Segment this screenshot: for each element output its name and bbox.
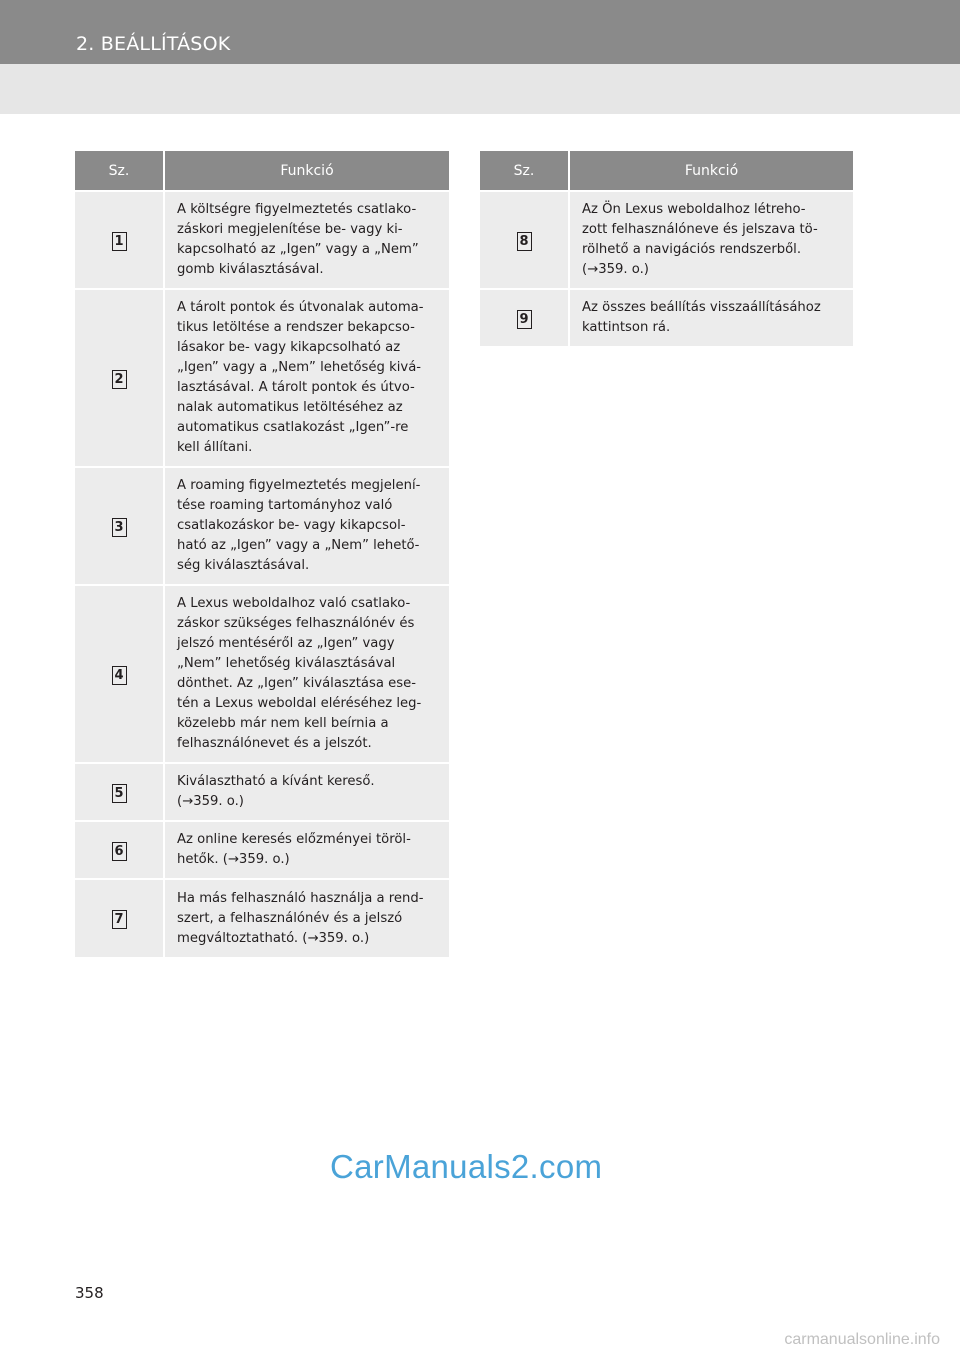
table-row xyxy=(480,289,853,346)
description-line: kapcsolható az „Igen” vagy a „Nem” xyxy=(177,242,419,257)
description-line: megváltoztatható. (→359. o.) xyxy=(177,930,370,946)
description-line: jelszó mentéséről az „Igen” vagy xyxy=(177,636,395,651)
description-line: felhasználónevet és a jelszót. xyxy=(177,736,372,751)
table-row xyxy=(75,821,449,879)
description-line: tikus letöltése a rendszer bekapcso- xyxy=(177,320,415,335)
row-number-badge: 9 xyxy=(517,310,532,329)
description-line: A roaming figyelmeztetés megjelení- xyxy=(177,478,421,493)
row-number-cell xyxy=(75,191,164,289)
function-table-right xyxy=(480,151,853,346)
description-line: ható az „Igen” vagy a „Nem” lehető- xyxy=(177,538,420,553)
description-line: dönthet. Az „Igen” kiválasztása ese- xyxy=(177,676,416,691)
row-number-badge: 2 xyxy=(112,370,127,389)
description-line: gomb kiválasztásával. xyxy=(177,262,324,277)
description-line: automatikus csatlakozást „Igen”-re xyxy=(177,420,409,435)
row-number-badge: 1 xyxy=(112,232,127,251)
row-description-cell xyxy=(569,191,853,289)
row-number-badge: 5 xyxy=(112,784,127,803)
description-line: lásakor be- vagy kikapcsolható az xyxy=(177,340,401,355)
footer-site-text: carmanualsonline.info xyxy=(784,1331,940,1348)
row-number-badge: 4 xyxy=(112,666,127,685)
row-description-cell xyxy=(164,763,449,821)
table-row xyxy=(75,763,449,821)
row-description-cell xyxy=(164,821,449,879)
row-number-cell xyxy=(75,585,164,763)
column-header-function: Funkció xyxy=(164,151,449,191)
description-line: Az Ön Lexus weboldalhoz létreho- xyxy=(582,202,806,217)
row-description-cell xyxy=(164,585,449,763)
description-line: A költségre figyelmeztetés csatlako- xyxy=(177,202,417,217)
row-number-cell xyxy=(480,191,569,289)
row-description-cell xyxy=(164,289,449,467)
table-header-row xyxy=(75,151,449,191)
description-line: tén a Lexus weboldal eléréséhez leg- xyxy=(177,696,422,711)
table-row xyxy=(75,289,449,467)
description-line: „Igen” vagy a „Nem” lehetőség kivá- xyxy=(177,360,422,375)
table-row xyxy=(75,191,449,289)
row-number-cell xyxy=(75,879,164,957)
page-header xyxy=(0,0,960,64)
description-line: záskor szükséges felhasználónév és xyxy=(177,616,415,631)
function-table-left xyxy=(75,151,449,957)
row-number-cell xyxy=(75,821,164,879)
table-row xyxy=(75,585,449,763)
description-line: Kiválasztható a kívánt kereső. xyxy=(177,774,375,789)
row-number-badge: 8 xyxy=(517,232,532,251)
page-number: 358 xyxy=(75,1284,104,1302)
description-line: zott felhasználóneve és jelszava tö- xyxy=(582,222,818,237)
description-line: nalak automatikus letöltéséhez az xyxy=(177,400,403,415)
watermark-logo: CarManuals2.com xyxy=(330,1148,603,1185)
description-line: közelebb már nem kell beírnia a xyxy=(177,716,389,731)
row-description-cell xyxy=(569,289,853,346)
row-number-badge: 3 xyxy=(112,518,127,537)
description-line: kell állítani. xyxy=(177,440,253,455)
description-line: szert, a felhasználónév és a jelszó xyxy=(177,910,403,926)
description-line: csatlakozáskor be- vagy kikapcsol- xyxy=(177,518,406,533)
row-description-cell xyxy=(164,467,449,585)
description-line: Ha más felhasználó használja a rend- xyxy=(177,890,424,906)
row-number-badge: 6 xyxy=(112,842,127,861)
table-header-row xyxy=(480,151,853,191)
row-number-cell xyxy=(75,763,164,821)
description-line: záskori megjelenítése be- vagy ki- xyxy=(177,222,403,237)
description-line: A tárolt pontok és útvonalak automa- xyxy=(177,300,424,315)
row-number-cell xyxy=(75,467,164,585)
row-number-cell xyxy=(480,289,569,346)
description-line: lasztásával. A tárolt pontok és útvo- xyxy=(177,380,415,395)
table-row xyxy=(75,879,449,957)
description-line: rölhető a navigációs rendszerből. xyxy=(582,242,802,257)
column-header-function: Funkció xyxy=(569,151,853,191)
column-header-number: Sz. xyxy=(75,151,164,191)
description-line: tése roaming tartományhoz való xyxy=(177,498,393,513)
description-line: Az összes beállítás visszaállításához xyxy=(582,300,821,315)
row-number-badge: 7 xyxy=(112,910,127,929)
description-line: (→359. o.) xyxy=(177,794,244,809)
description-line: Az online keresés előzményei töröl- xyxy=(177,832,411,847)
header-band xyxy=(0,64,960,114)
row-number-cell xyxy=(75,289,164,467)
row-description-cell xyxy=(164,879,449,957)
description-line: (→359. o.) xyxy=(582,262,649,277)
column-header-number: Sz. xyxy=(480,151,569,191)
description-line: kattintson rá. xyxy=(582,320,671,335)
description-line: A Lexus weboldalhoz való csatlako- xyxy=(177,596,411,611)
description-line: ség kiválasztásával. xyxy=(177,558,310,573)
table-row xyxy=(75,467,449,585)
description-line: „Nem” lehetőség kiválasztásával xyxy=(177,656,396,671)
description-line: hetők. (→359. o.) xyxy=(177,852,290,867)
section-title: 2. BEÁLLÍTÁSOK xyxy=(76,33,231,55)
table-row xyxy=(480,191,853,289)
row-description-cell xyxy=(164,191,449,289)
